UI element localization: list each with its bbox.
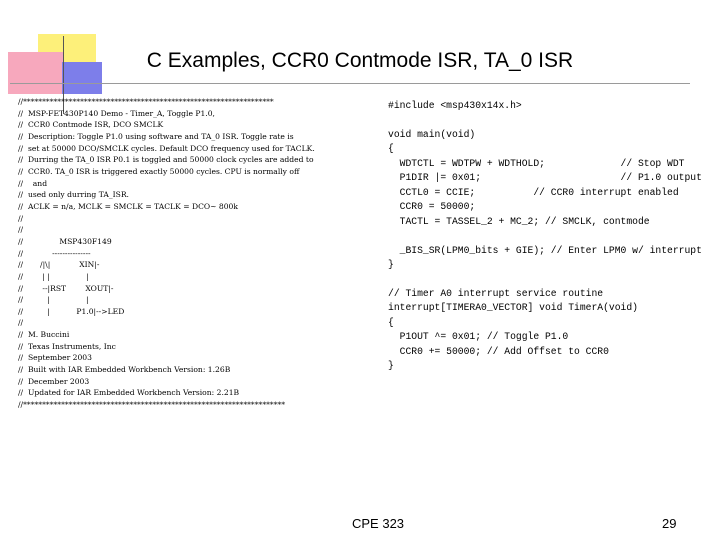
code-comment-block: //****************************************************************** // MSP-FET430P140 Demo - Timer_A, Toggle P1.0, // CCR0 Contmode ISR, DCO SMCLK // Description: Toggle P1.0 using software and TA_0 ISR. Toggle rate is // set at 50000 DCO/SMCLK cycles. Default DCO frequency used for TACLK. // Durring the TA_0 ISR P0.1 is toggled and 50000 clock cycles are added to // CCR0. TA_0 ISR is triggered exactly 50000 cycles. CPU is normally off // and // used only durring TA_ISR. // ACLK = n/a, MCLK = SMCLK = TACLK = DCO~ 800k // // // MSP430F149 // --------------- // /|\| XIN|- // | | | // --|RST XOUT|- // | | // | P1.0|-->LED // // M. Buccini // Texas Instruments, Inc // September 2003 // Built with IAR Embedded Workbench Version: 1.26B // December 2003 // Updated for IAR Embedded Workbench Version: 2.21B //*********************************************************************: [18, 97, 315, 410]
slide-title: C Examples, CCR0 Contmode ISR, TA_0 ISR: [146, 49, 574, 72]
page-number: 29: [662, 516, 677, 531]
code-main-block: #include <msp430x14x.h> void main(void) { WDTCTL = WDTPW + WDTHOLD; // Stop WDT P1DIR |= 0x01; // P1.0 output CCTL0 = CCIE; // CCR0 interrupt enabled CCR0 = 50000; TACTL = TASSEL_2 + MC_2; // SMCLK, contmode _BIS_SR(LPM0_bits + GIE); // Enter LPM0 w/ interrupt } // Timer A0 interrupt service routine interrupt[TIMERA0_VECTOR] void TimerA(void) { P1OUT ^= 0x01; // Toggle P1.0 CCR0 += 50000; // Add Offset to CCR0 }: [388, 100, 702, 372]
footer-label: CPE 323: [352, 516, 405, 531]
decor-horizontal-line: [10, 83, 690, 84]
